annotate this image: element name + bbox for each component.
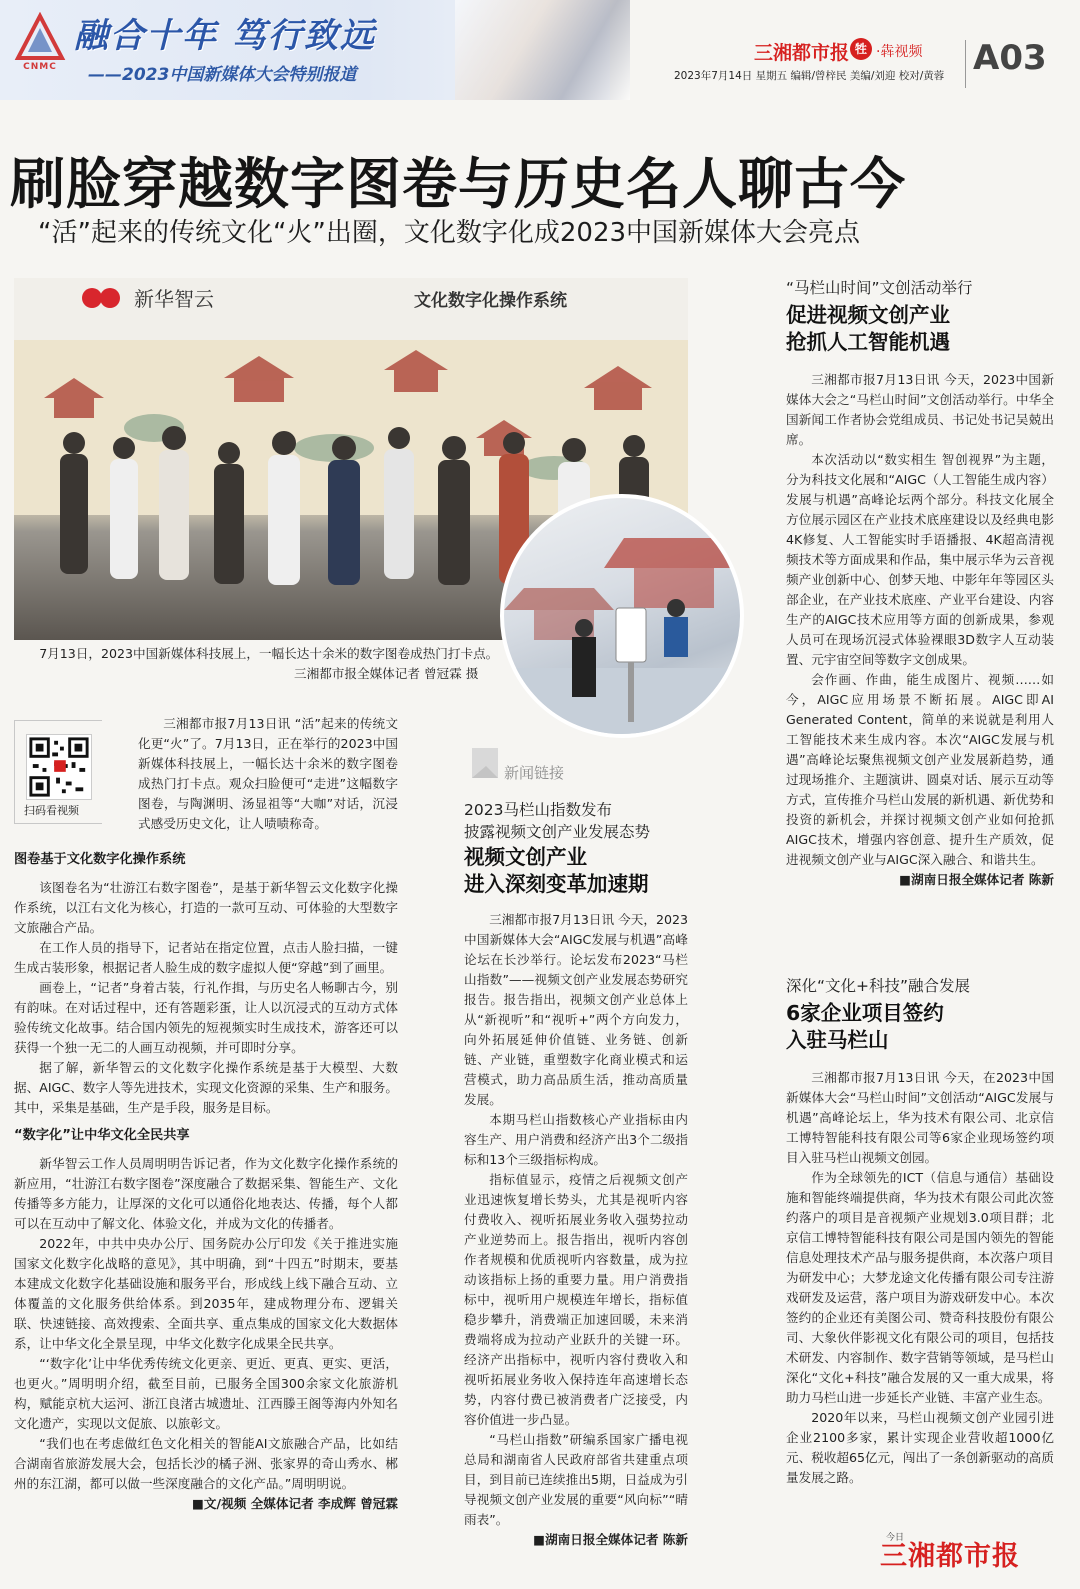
qr-code-icon[interactable] (26, 734, 92, 800)
story-three (786, 974, 1054, 1488)
body-paragraph: “马栏山指数”研编系国家广播电视总局和湖南省人民政府部省共建重点项目，到目前已连续推出5期，日益成为引导视频文创产业发展的重要“风向标”“晴雨表”。 (464, 1432, 688, 1527)
page-divider (965, 40, 966, 88)
news-link-tag: 新闻链接 (504, 764, 565, 782)
article-lead (138, 714, 398, 834)
body-paragraph: 三湘都市报7月13日讯 今天，2023中国新媒体大会“AIGC发展与机遇”高峰论坛在长沙举行。论坛发布2023“马栏山指数”——视频文创产业发展态势研究报告。报告指出，视频文创产业总体上从“新视听”和“视听+”两个方向发力，向外拓展延伸价值链、业务链、创新链、产业链，重塑数字化商业模式和运营模式，助力高品质生活，推动高质量发展。 (464, 912, 688, 1107)
inset-scene-icon (504, 498, 740, 734)
news-link-byline: ■湖南日报全媒体记者 陈新 (533, 1532, 688, 1547)
section-heading-2: “数字化”让中华文化全民共享 (14, 1128, 190, 1143)
story-two (786, 276, 1054, 890)
photo-caption (14, 644, 690, 681)
footer-logo-small: 今日 (886, 1533, 905, 1543)
page-subtitle: “活”起来的传统文化“火”出圈，文化数字化成2023中国新媒体大会亮点 (38, 218, 861, 248)
body-paragraph: 会作画、作曲，能生成图片、视频……如今，AIGC应用场景不断拓展。AIGC即AI Generated Content，简单的来说就是利用人工智能技术来生成内容。本次“AIGC发展与机遇”高峰论坛聚焦视频文创产业发展新趋势，通过现场推介、主题演讲、圆桌对话、展示互动等方式，宣传推介马栏山发展的新机遇、新优势和投资的新机会，并探讨视频文创产业如何抢抓AIGC技术，增强内容创意、提升生产质效，促进视频文创产业与AIGC深入融合、和谐共生。 (786, 672, 1054, 867)
story-two-byline: ■湖南日报全媒体记者 陈新 (899, 872, 1054, 887)
body-paragraph: 三湘都市报7月13日讯 今天，2023中国新媒体大会之“马栏山时间”文创活动举行。中华全国新闻工作者协会党组成员、书记处书记吴兢出席。 (786, 372, 1054, 447)
body-paragraph: 2020年以来，马栏山视频文创产业园引进企业2100多家，累计实现企业营收超1000亿元、税收超65亿元，闯出了一条创新驱动的高质量发展之路。 (786, 1410, 1054, 1485)
channel-name: ·犇视频 (876, 44, 923, 60)
body-paragraph: “‘数字化’让中华优秀传统文化更亲、更近、更真、更实、更活，也更火。”周明明介绍，截至目前，已服务全国300余家文化旅游机构，赋能京杭大运河、浙江良渚古城遗址、江西滕王阁等海内外知名文化遗产，实现以文促旅、以旅彰文。 (14, 1356, 398, 1431)
photo-brand: 新华智云 (134, 287, 214, 311)
photo-credit: 三湘都市报全媒体记者 曾冠霖 摄 (294, 666, 479, 681)
cnmc-logo-text: CNMC (23, 62, 57, 72)
body-paragraph: 作为全球领先的ICT（信息与通信）基础设施和智能终端提供商，华为技术有限公司此次签约落户的项目是音视频产业规划3.0项目群；北京信工博特智能科技有限公司是国内领先的智能信息处理技术产品与服务提供商，本次落户项目为研发中心；大梦龙途文化传播有限公司专注游戏研发及运营，落户项目为游戏研发中心。本次签约的企业还有美图公司、赞奇科技股份有限公司、大象伙伴影视文化有限公司的项目，包括技术研发、内容制作、数字营销等领域，是马栏山深化“文化+科技”融合发展的又一重大成果，将助力马栏山进一步延长产业链、丰富产业生态。 (786, 1170, 1054, 1405)
body-paragraph: 本期马栏山指数核心产业指标由内容生产、用户消费和经济产出3个二级指标和13个三级指标构成。 (464, 1112, 688, 1167)
inset-photo (500, 494, 744, 738)
article-body (14, 842, 398, 1514)
body-paragraph: 指标值显示，疫情之后视频文创产业迅速恢复增长势头，尤其是视听内容付费收入、视听拓展业务收入强势拉动产业逆势而上。报告指出，视听内容创作者规模和优质视听内容数量，成为拉动该指标上扬的重要力量。用户消费指标中，视听用户规模连年增长，指标值稳步攀升，消费端正加速回暖，未来消费端将成为拉动产业跃升的关键一环。经济产出指标中，视听内容付费收入和视听拓展业务收入保持连年高速增长态势，内容付费已被消费者广泛接受，内容价值进一步凸显。 (464, 1172, 688, 1427)
body-paragraph: 该图卷名为“壮游江右数字图卷”，是基于新华智云文化数字化操作系统，以江右文化为核心，打造的一款可互动、可体验的大型数字文旅融合产品。 (14, 880, 398, 935)
story-two-headline-1: 促进视频文创产业 (786, 303, 950, 327)
body-paragraph: 新华智云工作人员周明明告诉记者，作为文化数字化操作系统的新应用，“壮游江右数字图卷”深度融合了数据采集、智能生产、文化传播等多方能力，让厚深的文化可以通俗化地表达、传播，每个人都可以在互动中了解文化、体验文化，并成为文化的传播者。 (14, 1156, 398, 1231)
body-paragraph: 三湘都市报7月13日讯 今天，在2023中国新媒体大会“马栏山时间”文创活动“AIGC发展与机遇”高峰论坛上，华为技术有限公司、北京信工博特智能科技有限公司等6家企业现场签约项目入驻马栏山视频文创园。 (786, 1070, 1054, 1165)
page-title: 刷脸穿越数字图卷与历史名人聊古今 (10, 152, 907, 216)
footer-paper-logo: 三湘都市报 (880, 1541, 1020, 1572)
news-link-kicker-1: 2023马栏山指数发布 (464, 801, 612, 819)
lead-paragraph: 三湘都市报7月13日讯 “活”起来的传统文化更“火”了。7月13日，正在举行的2023中国新媒体科技展上，一幅长达十余米的数字图卷成热门打卡点。观众扫脸便可“走进”这幅数字图卷，与陶渊明、汤显祖等“大咖”对话，沉浸式感受历史文化，让人啧啧称奇。 (138, 716, 398, 831)
page-number: A03 (973, 38, 1047, 78)
story-three-headline-2: 入驻马栏山 (786, 1028, 889, 1052)
news-link-headline-1: 视频文创产业 (464, 845, 587, 869)
cnmc-logo-icon (14, 12, 66, 64)
qr-label: 扫码看视频 (24, 804, 79, 817)
series-subtitle: ——2023中国新媒体大会特别报道 (88, 65, 357, 85)
banner-decoration (455, 0, 630, 100)
body-paragraph: 画卷上，“记者”身着古装，行礼作揖，与历史名人畅聊古今，别有韵味。在对话过程中，还有答题彩蛋，让人以沉浸式的互动方式体验传统文化故事。结合国内领先的短视频实时生成技术，游客还可以获得一个独一无二的人画互动视频，并可即时分享。 (14, 980, 398, 1055)
news-link-headline-2: 进入深刻变革加速期 (464, 872, 649, 896)
issue-line: 2023年7月14日 星期五 编辑/曾梓民 美编/刘迎 校对/黄蓉 (674, 70, 945, 82)
photo-system-name: 文化数字化操作系统 (414, 291, 567, 311)
channel-badge: 牲 (850, 38, 872, 60)
news-link-article (464, 798, 688, 1550)
story-three-headline-1: 6家企业项目签约 (786, 1001, 944, 1025)
body-paragraph: 在工作人员的指导下，记者站在指定位置，点击人脸扫描，一键生成古装形象，根据记者人脸生成的数字虚拟人便“穿越”到了画里。 (14, 940, 398, 975)
photo-caption-text: 7月13日，2023中国新媒体科技展上，一幅长达十余米的数字图卷成热门打卡点。 (39, 646, 499, 661)
series-title: 融合十年 笃行致远 (74, 16, 376, 56)
body-paragraph: “我们也在考虑做红色文化相关的智能AI文旅融合产品，比如结合湖南省旅游发展大会，包括长沙的橘子洲、张家界的奇山秀水、郴州的东江湖，都可以做一些深度融合的文化产品。”周明明说。 (14, 1436, 398, 1491)
article-byline: ■文/视频 全媒体记者 李成辉 曾冠霖 (192, 1496, 398, 1511)
section-heading-1: 图卷基于文化数字化操作系统 (14, 852, 186, 867)
body-paragraph: 本次活动以“数实相生 智创视界”为主题，分为科技文化展和“AIGC（人工智能生成内容）发展与机遇”高峰论坛两个部分。科技文化展全方位展示园区在产业技术底座建设以及经典电影4K修复、人工智能实时手语播报、4K超高清视频技术等方面成果和作品，集中展示华为云音视频产业创新中心、创梦天地、中影年年等园区头部企业，在产业技术底座、产业平台建设、内容生产的AIGC技术应用等方面的创新成果，参观人员可在现场沉浸式体验裸眼3D数字人互动装置、元宇宙空间等数字文创成果。 (786, 452, 1054, 667)
body-paragraph: 据了解，新华智云的文化数字化操作系统是基于大模型、大数据、AIGC、数字人等先进技术，实现文化资源的采集、生产和服务。其中，采集是基础，生产是手段，服务是目标。 (14, 1060, 398, 1115)
body-paragraph: 2022年，中共中央办公厅、国务院办公厅印发《关于推进实施国家文化数字化战略的意见》，其中明确，到“十四五”时期末，要基本建成文化数字化基础设施和服务平台，形成线上线下融合互动、立体覆盖的文化服务供给体系。到2035年，建成物理分布、逻辑关联、快速链接、高效搜索、全面共享、重点集成的国家文化大数据体系，让中华文化全景呈现，中华文化数字化成果全民共享。 (14, 1236, 398, 1351)
paper-name: 三湘都市报 (754, 42, 850, 64)
story-two-kicker: “马栏山时间”文创活动举行 (786, 279, 973, 297)
story-two-headline-2: 抢抓人工智能机遇 (786, 330, 950, 354)
story-three-kicker: 深化“文化+科技”融合发展 (786, 977, 971, 995)
news-link-kicker-2: 披露视频文创产业发展态势 (464, 823, 651, 841)
